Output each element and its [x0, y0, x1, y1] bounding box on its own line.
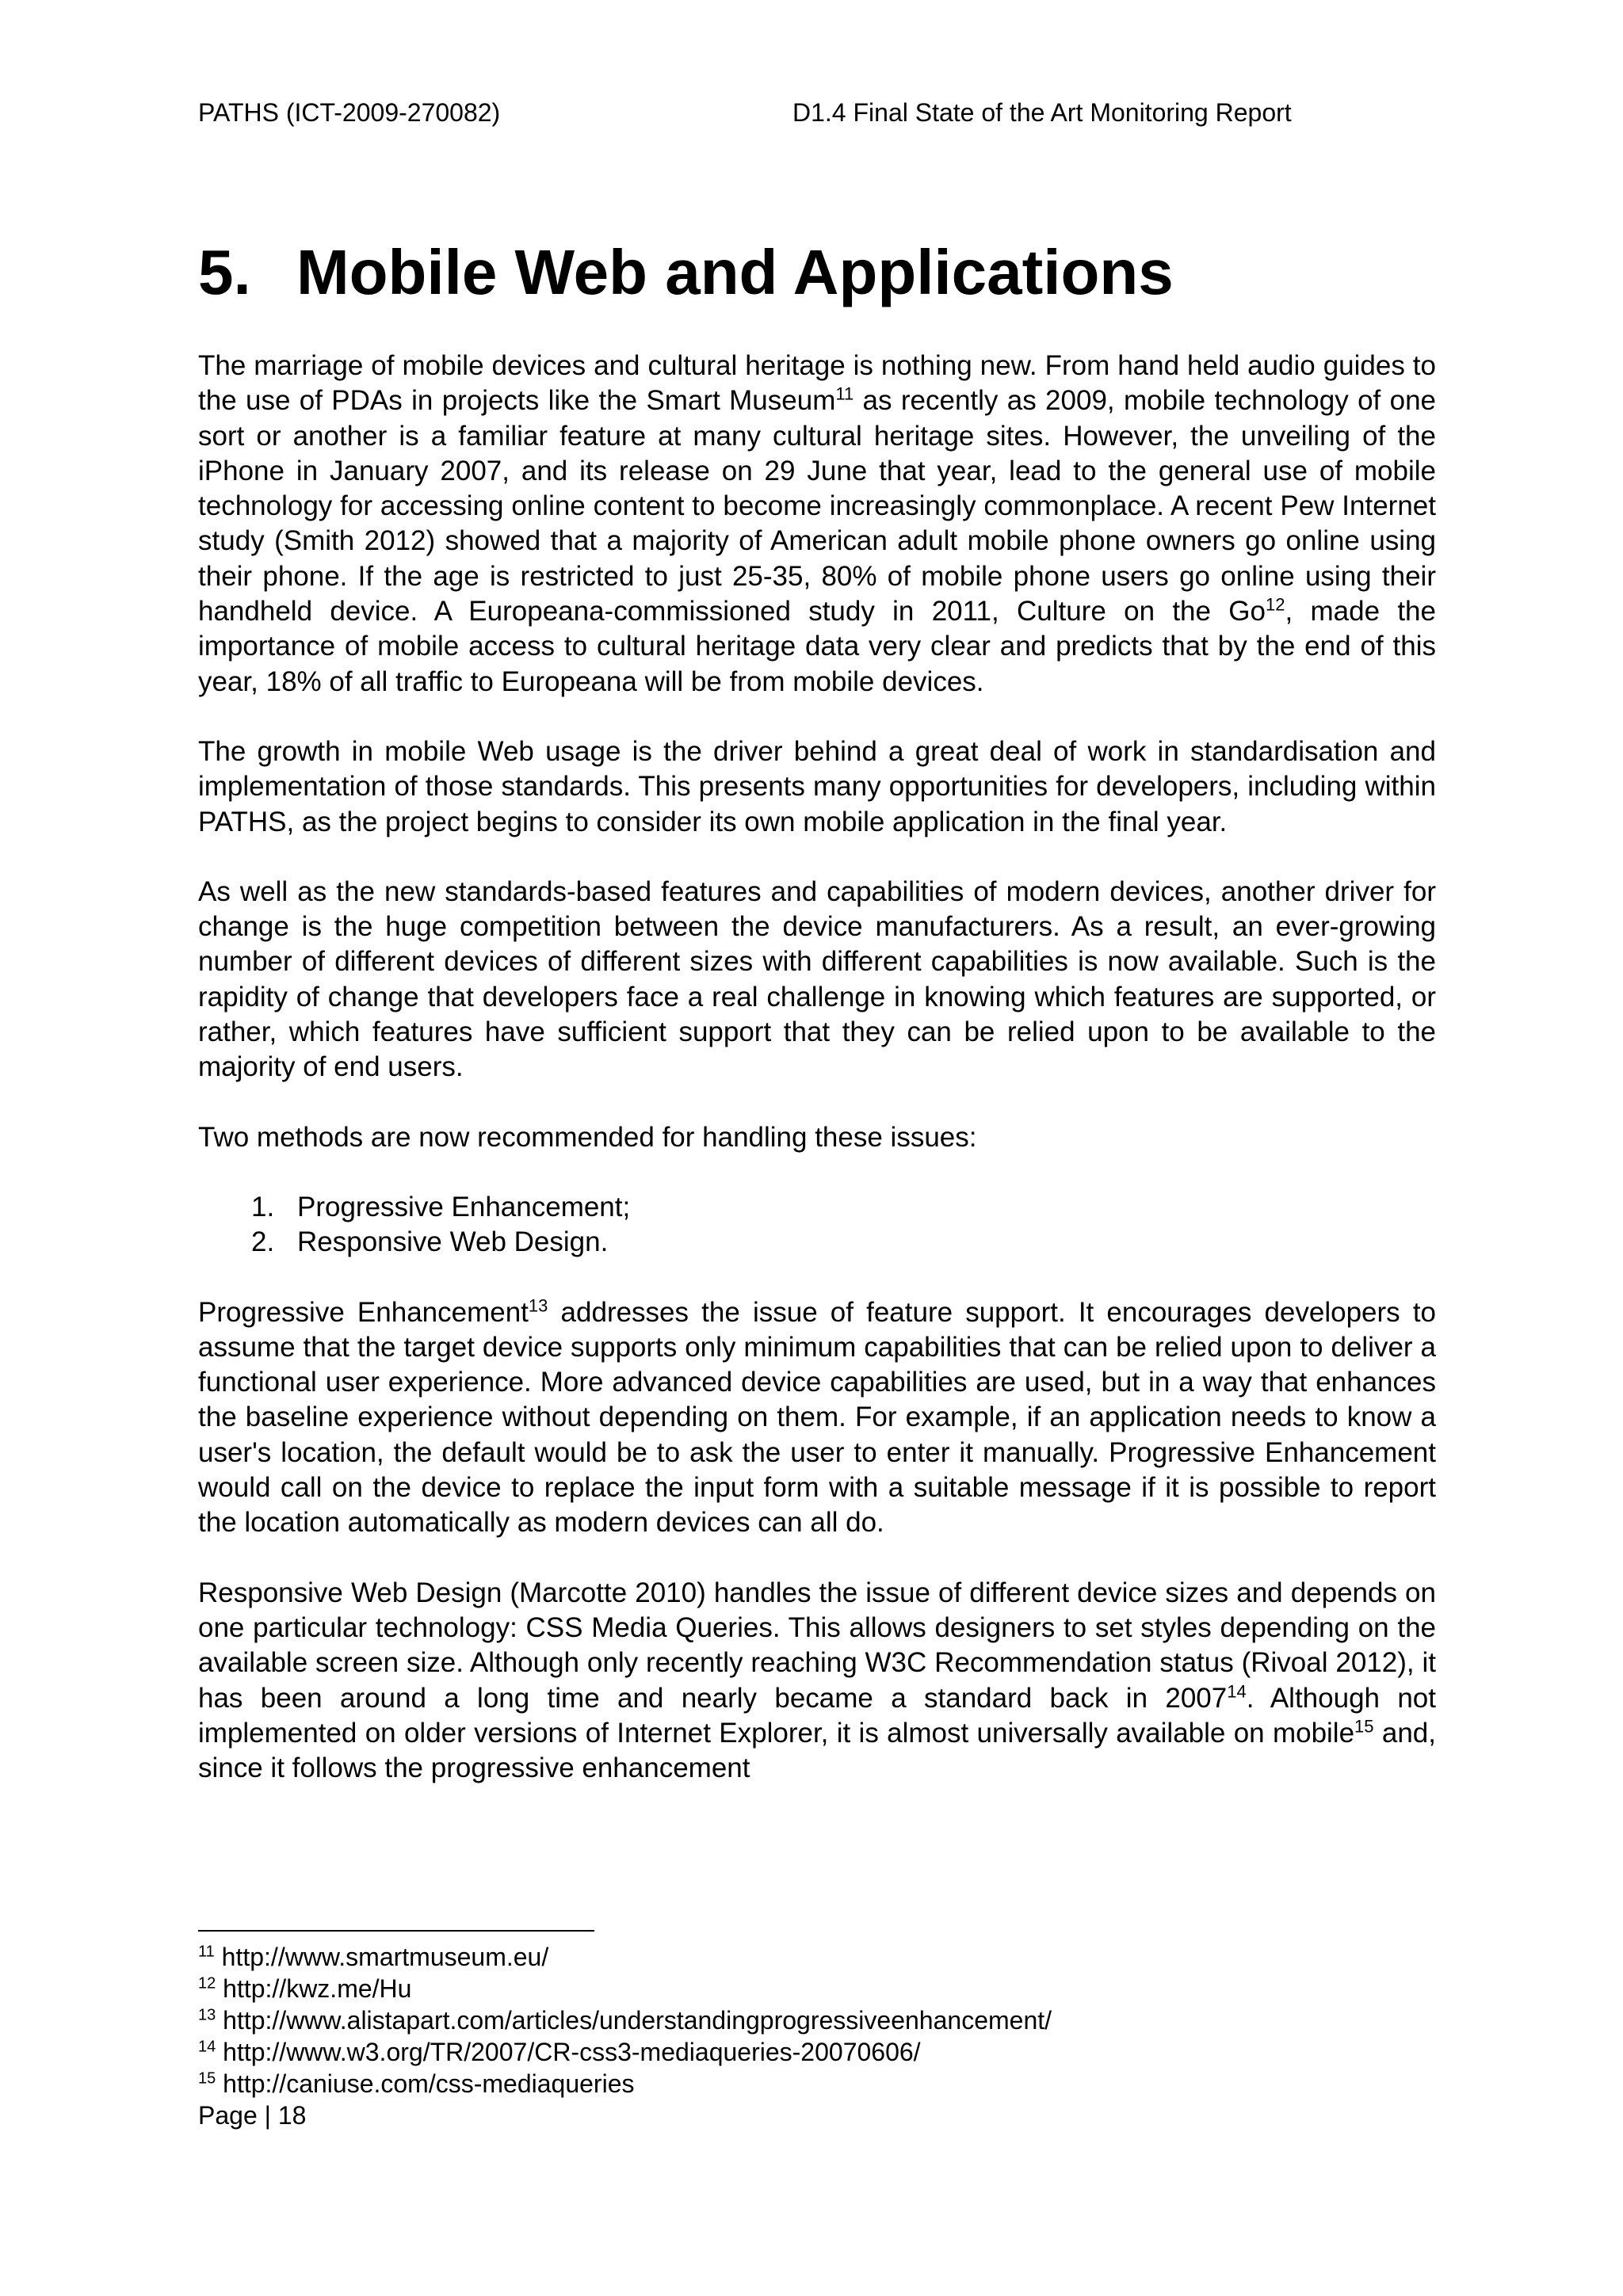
- paragraph-2: The growth in mobile Web usage is the driver behind a great deal of work in standardisation and implementation of those standards. This presents many opportunities for developers, including within PATHS, as the project begins to consider its own mobile application in the final year.: [198, 735, 1436, 837]
- footnote-number: 14: [198, 2038, 216, 2056]
- document-page: [198, 0, 1436, 2296]
- page-number: Page | 18: [198, 2101, 307, 2130]
- paragraph-6: [198, 1576, 1436, 1787]
- body-text: [198, 349, 1436, 1821]
- footnote-ref-14: 14: [1227, 1680, 1247, 1701]
- list-item: [198, 1190, 1436, 1225]
- list-item-text: Progressive Enhancement;: [297, 1191, 631, 1222]
- header-project-id: PATHS (ICT-2009-270082): [198, 98, 501, 127]
- paragraph-5-part-b: addresses the issue of feature support. It encourages developers to assume that the target device supports only minimum capabilities that can be relied upon to deliver a functional user experience. More advanced device capabilities are used, but in a way that enhances the baseline experience without depending on them. For example, if an application needs to know a user's location, the default would be to ask the user to enter it manually. Progressive Enhancement would call on the device to replace the input form with a suitable message if it is possible to report the location automatically as modern devices can all do.: [198, 1296, 1437, 1539]
- footnotes: [198, 1941, 1052, 2100]
- paragraph-4: Two methods are now recommended for handling these issues:: [198, 1121, 977, 1153]
- footnote-ref-15: 15: [1354, 1716, 1374, 1737]
- footnote-link[interactable]: http://www.w3.org/TR/2007/CR-css3-mediaqueries-20070606/: [216, 2038, 921, 2066]
- footnote-ref-11: 11: [835, 383, 854, 404]
- paragraph-5: [198, 1295, 1436, 1541]
- list-item-text: Responsive Web Design.: [297, 1226, 609, 1258]
- footnote-item: [198, 2004, 1052, 2036]
- paragraph-1-part-a: The marriage of mobile devices and cultural heritage is nothing new. From hand held audio guides to the use of PDAs in projects like the Smart Museum: [198, 350, 1436, 417]
- section-title: Mobile Web and Applications: [296, 237, 1174, 307]
- section-heading: [198, 233, 1174, 312]
- footnote-item: [198, 1941, 1052, 1973]
- paragraph-1-part-b: as recently as 2009, mobile technology of one sort or another is a familiar feature at many cultural heritage sites. However, the unveiling of the iPhone in January 2007, and its release on 29 June that year, lead to the general use of mobile technology for accessing online content to become increasingly commonplace. A recent Pew Internet study (Smith 2012) showed that a majority of American adult mobile phone owners go online using their phone. If the age is restricted to just 25-35, 80% of mobile phone users go online using their handheld device. A Europeana-commissioned study in 2011, Culture on the Go: [198, 385, 1436, 627]
- paragraph-3: As well as the new standards-based features and capabilities of modern devices, another driver for change is the huge competition between the device manufacturers. As a result, an ever-growing number of different devices of different sizes with different capabilities is now available. Such is the rapidity of change that developers face a real challenge in knowing which features are supported, or rather, which features have sufficient support that they can be relied upon to be available to the majority of end users.: [198, 875, 1436, 1083]
- paragraph-6-part-c: and, since it follows the progressive enhancement: [198, 1717, 1436, 1784]
- footnote-link[interactable]: http://kwz.me/Hu: [216, 1974, 412, 2003]
- footnote-ref-12: 12: [1265, 594, 1285, 615]
- footnote-number: 13: [198, 2006, 216, 2024]
- footnote-number: 11: [198, 1943, 215, 1961]
- list-item-number: 2.: [251, 1226, 275, 1258]
- list-item: [198, 1225, 1436, 1260]
- paragraph-5-part-a: Progressive Enhancement: [198, 1296, 529, 1328]
- header-report-title: D1.4 Final State of the Art Monitoring Report: [792, 98, 1292, 127]
- paragraph-6-part-b: . Although not implemented on older versions of Internet Explorer, it is almost universally available on mobile: [198, 1682, 1436, 1749]
- list-item-number: 1.: [251, 1191, 275, 1222]
- paragraph-1: [198, 349, 1436, 700]
- footnote-link[interactable]: http://caniuse.com/css-mediaqueries: [216, 2069, 635, 2098]
- footnote-item: [198, 2068, 1052, 2100]
- footnote-number: 15: [198, 2069, 216, 2088]
- footnote-item: [198, 2036, 1052, 2068]
- paragraph-1-part-c: , made the importance of mobile access to cultural heritage data very clear and predicts that by the end of this year, 18% of all traffic to Europeana will be from mobile devices.: [198, 596, 1436, 697]
- paragraph-6-part-a: Responsive Web Design (Marcotte 2010) handles the issue of different device sizes and depends on one particular technology: CSS Media Queries. This allows designers to set styles depending on the available screen size. Although only recently reaching W3C Recommendation status (Rivoal 2012), it has been around a long time and nearly became a standard back in 2007: [198, 1577, 1436, 1714]
- footnote-ref-13: 13: [528, 1295, 548, 1315]
- footnote-link[interactable]: http://www.alistapart.com/articles/understandingprogressiveenhancement/: [216, 2006, 1052, 2035]
- footnote-link[interactable]: http://www.smartmuseum.eu/: [214, 1943, 549, 1971]
- section-number: 5.: [198, 237, 251, 307]
- footnote-divider: [198, 1930, 594, 1932]
- footnote-item: [198, 1973, 1052, 2004]
- footnote-number: 12: [198, 1974, 216, 1993]
- methods-list: [198, 1190, 1436, 1261]
